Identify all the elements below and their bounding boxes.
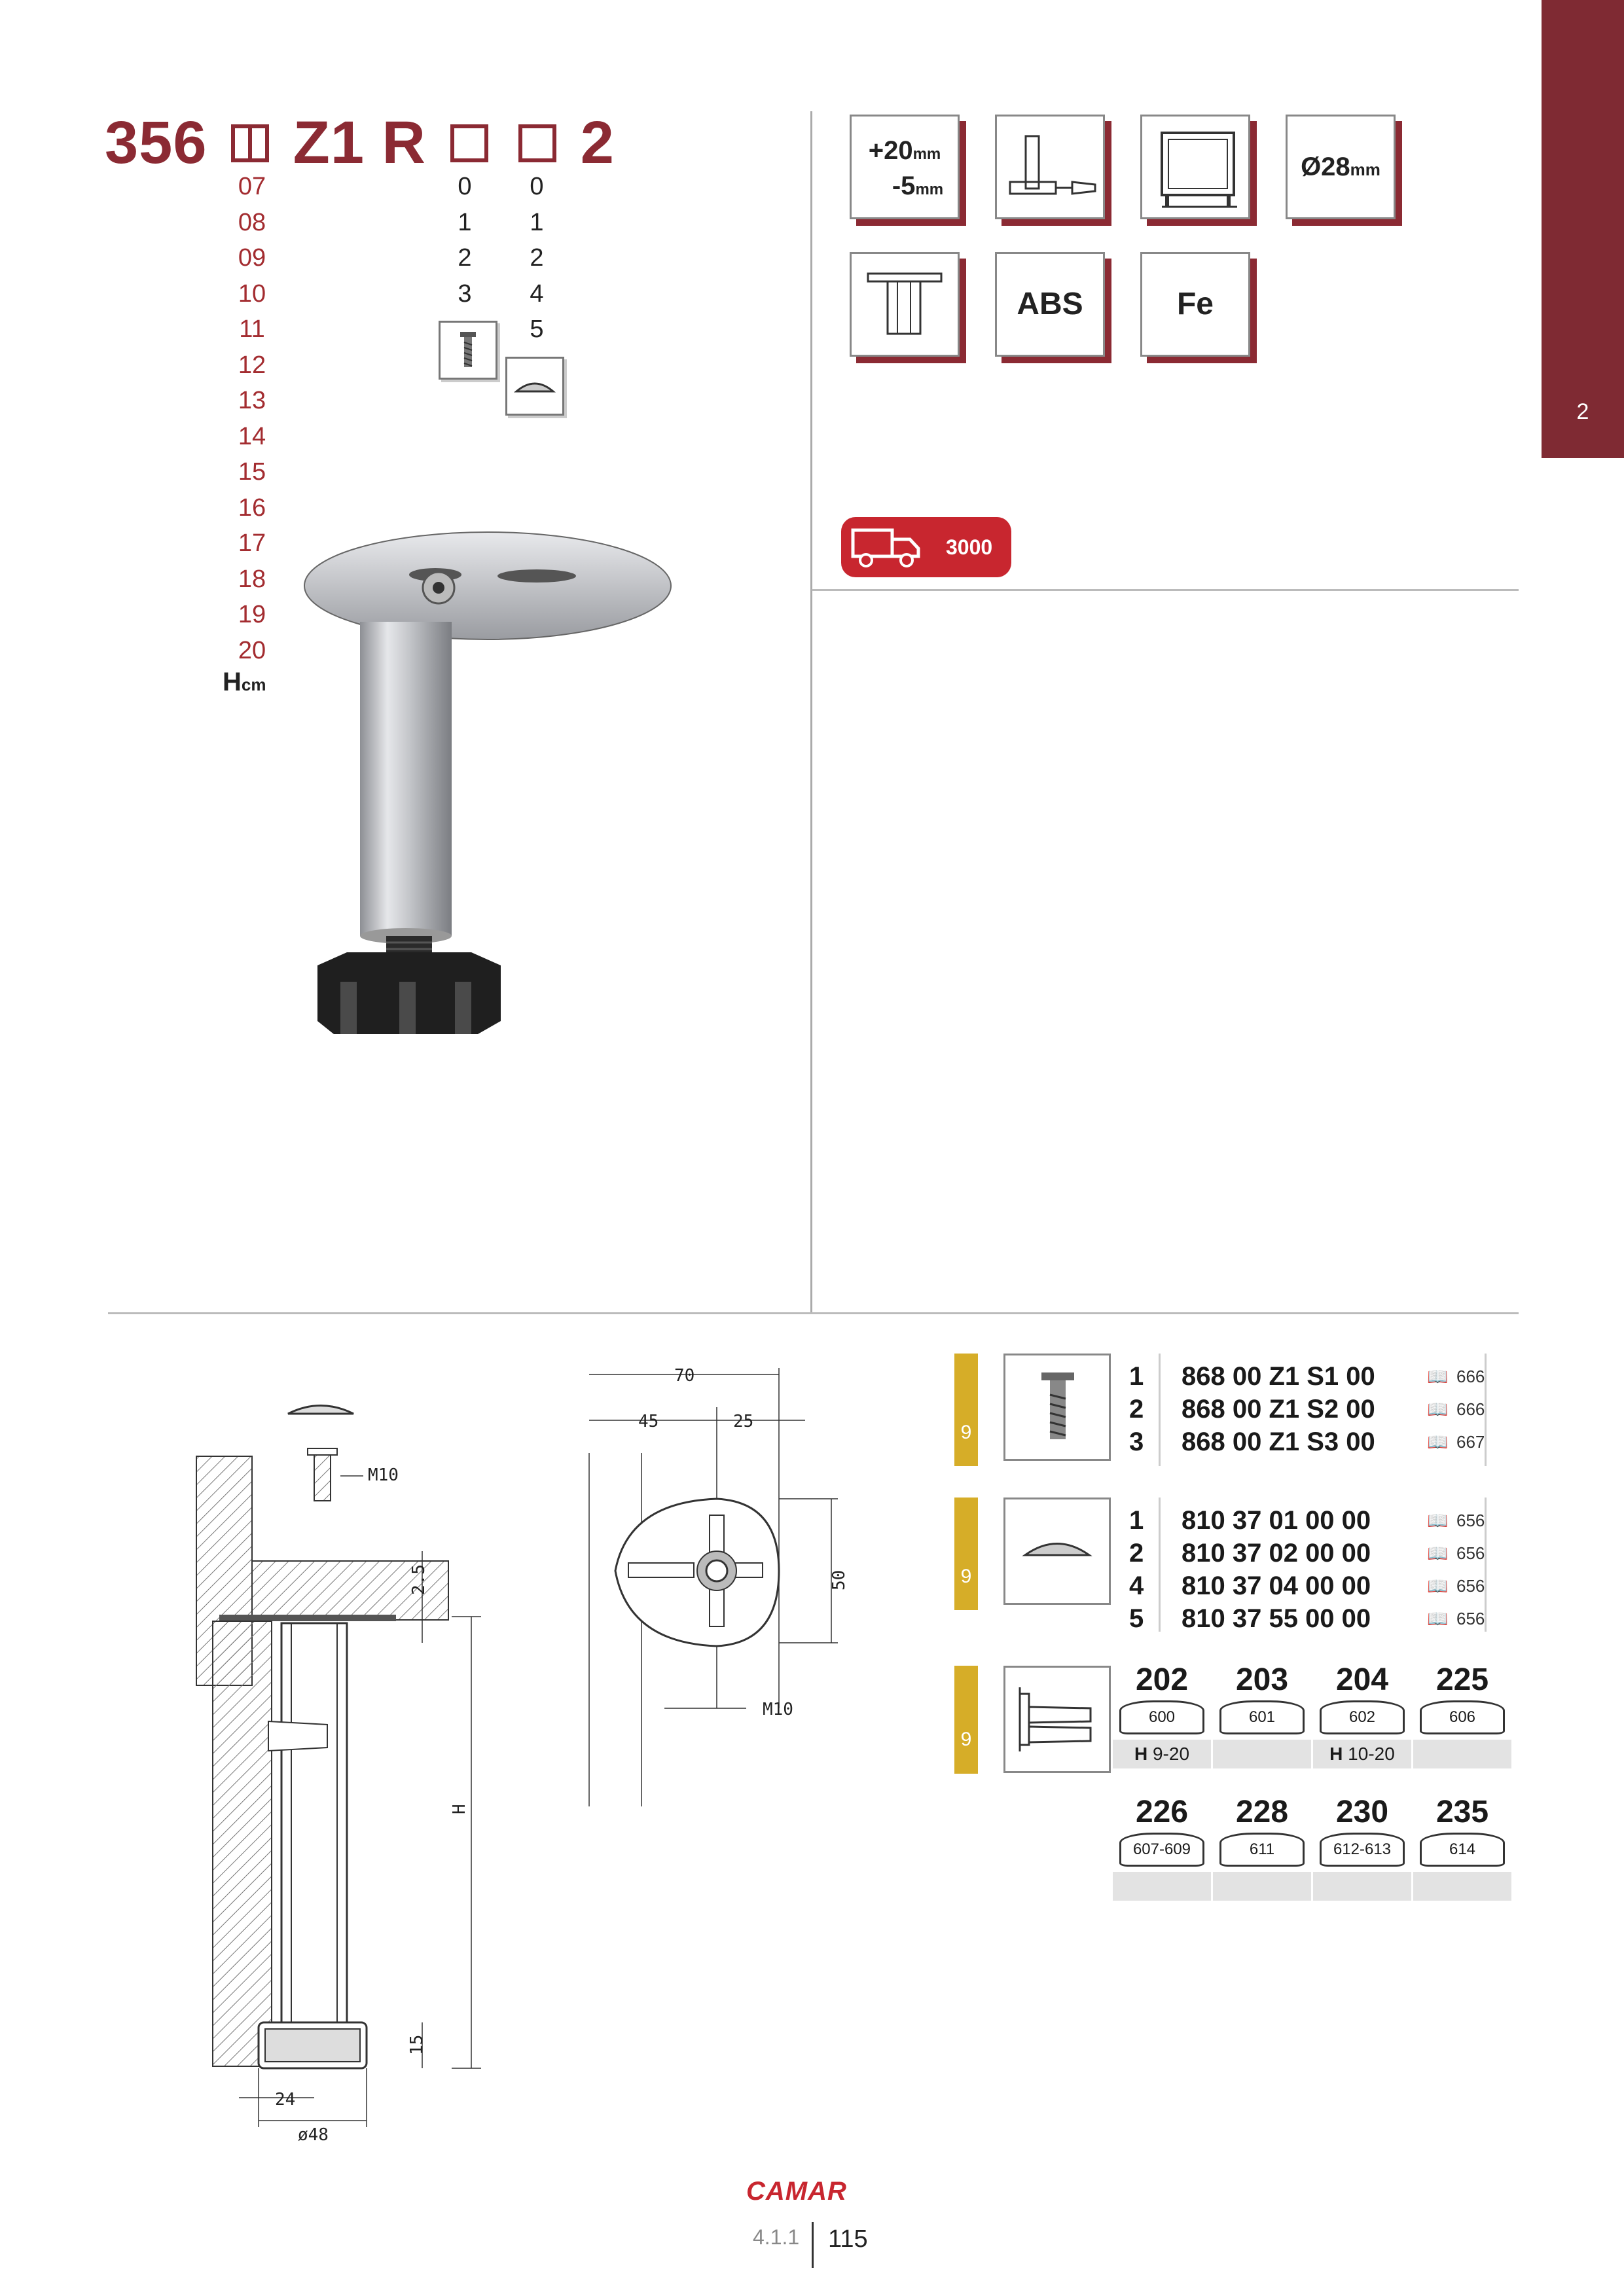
- height-option: 17: [238, 529, 266, 557]
- material-tile-fe: Fe: [1140, 252, 1250, 357]
- height-option: 13: [238, 387, 266, 414]
- cabinet-tile: [1140, 115, 1250, 219]
- plate-plan-drawing: [576, 1355, 877, 1826]
- screw-option-icon: [439, 321, 497, 380]
- catalog-note: H 10-20: [1313, 1740, 1411, 1768]
- height-option: 16: [238, 493, 266, 522]
- cap-option-icon: [505, 357, 564, 416]
- height-option: 09: [238, 244, 266, 272]
- catalog-book-icon: 📖: [1427, 1543, 1449, 1563]
- width-dim-label: 70: [674, 1366, 695, 1386]
- option-value: 0: [458, 173, 472, 200]
- catalog-book-icon: 📖: [1427, 1576, 1449, 1596]
- section-divider: [108, 1312, 1519, 1314]
- catalog-cell: 235 614: [1413, 1795, 1511, 1901]
- height-adjust-tile: +20mm -5mm: [850, 115, 960, 219]
- section-drawing: [183, 1381, 589, 2147]
- catalog-book-icon: 600: [1119, 1700, 1204, 1734]
- chapter-tab: [1542, 0, 1624, 458]
- accessory-row: 5 810 37 55 00 00 📖 656: [1129, 1602, 1509, 1635]
- vertical-divider: [810, 111, 812, 1312]
- height-option: 11: [239, 315, 265, 343]
- catalog-cell: 203 601: [1213, 1662, 1311, 1768]
- catalog-book-icon: 607-609: [1119, 1833, 1204, 1867]
- height-option: 20: [238, 636, 266, 664]
- right-dim-label: 25: [733, 1412, 754, 1431]
- material-tile-abs: ABS: [995, 252, 1105, 357]
- brand-logo: CAMAR: [746, 2177, 847, 2206]
- option-value: 3: [458, 279, 472, 308]
- bracket-icon: [1005, 1668, 1109, 1771]
- catalog-book-icon: 611: [1219, 1833, 1305, 1867]
- screwdriver-adjust-tile: [995, 115, 1105, 219]
- height-option: 14: [238, 422, 266, 450]
- cap-accessory-image: [1003, 1498, 1111, 1605]
- plate-dim-label: 2.5: [409, 1564, 429, 1595]
- accessory-row: 3 868 00 Z1 S3 00 📖 667: [1129, 1426, 1509, 1458]
- height-option: 18: [238, 565, 266, 593]
- option-value: 2: [458, 244, 472, 272]
- foot-dim-label: 15: [407, 2034, 427, 2055]
- option-value: 0: [530, 173, 544, 200]
- accessory-row: 1 810 37 01 00 00 📖 656: [1129, 1504, 1509, 1537]
- catalog-cell: 204 602 H 10-20: [1313, 1662, 1411, 1768]
- option-value: 1: [530, 208, 544, 236]
- outer-dim-label: ø48: [298, 2125, 329, 2145]
- catalog-tag: 9: [954, 1666, 978, 1774]
- product-photo: [281, 524, 707, 1257]
- option-column-2: [517, 169, 556, 348]
- code-suffix: 2: [580, 109, 615, 177]
- catalog-book-icon: 601: [1219, 1700, 1305, 1734]
- catalog-book-icon: 602: [1320, 1700, 1405, 1734]
- catalog-note: H 9-20: [1113, 1740, 1211, 1768]
- screw-label: M10: [368, 1465, 399, 1485]
- footer-divider: [812, 2222, 814, 2268]
- page-number: 115: [828, 2225, 868, 2253]
- code-prefix: 356: [105, 109, 208, 177]
- catalog-book-icon: 📖: [1427, 1511, 1449, 1530]
- thread-dim-label: M10: [763, 1700, 793, 1719]
- cabinet-icon: [1142, 117, 1248, 217]
- section-number: 4.1.1: [753, 2225, 800, 2249]
- height-option: 10: [238, 279, 266, 308]
- catalog-cell: 226 607-609: [1113, 1795, 1211, 1901]
- inner-dim-label: 24: [275, 2090, 296, 2109]
- catalog-book-icon: 614: [1420, 1833, 1505, 1867]
- accessory-row: 4 810 37 04 00 00 📖 656: [1129, 1570, 1509, 1602]
- diameter-tile: Ø28mm: [1286, 115, 1396, 219]
- height-unit: Hcm: [223, 668, 266, 696]
- catalog-book-icon: 612-613: [1320, 1833, 1405, 1867]
- accessory-row: 1 868 00 Z1 S1 00 📖 666: [1129, 1360, 1509, 1393]
- catalog-book-icon: 📖: [1427, 1609, 1449, 1628]
- height-option: 08: [238, 208, 266, 236]
- catalog-row-1: [1113, 1662, 1519, 1780]
- option-value: 2: [530, 244, 544, 272]
- catalog-row-2: [1113, 1795, 1519, 1912]
- catalog-cell: 228 611: [1213, 1795, 1311, 1901]
- option-value: 4: [530, 279, 544, 308]
- height-code-box: [231, 124, 269, 162]
- catalog-note: [1213, 1740, 1311, 1768]
- truck-icon: [841, 517, 939, 577]
- option-value: 1: [458, 208, 472, 236]
- height-option: 07: [238, 173, 266, 200]
- option-box-1: [450, 124, 488, 162]
- catalog-book-icon: 📖: [1427, 1367, 1449, 1386]
- leg-profile-tile: [850, 252, 960, 357]
- catalog-cell: 225 606: [1413, 1662, 1511, 1768]
- option-column-1: [445, 169, 484, 312]
- horizontal-divider: [812, 589, 1519, 591]
- bracket-accessory-image: [1003, 1666, 1111, 1773]
- height-dim-label: H: [450, 1804, 469, 1814]
- option-box-2: [518, 124, 556, 162]
- left-dim-label: 45: [638, 1412, 659, 1431]
- height-option: 19: [238, 601, 266, 628]
- catalog-note: [1413, 1740, 1511, 1768]
- catalog-book-icon: 📖: [1427, 1399, 1449, 1419]
- cap-icon: [1005, 1499, 1109, 1603]
- accessory-tag-2: 9: [954, 1498, 978, 1610]
- catalog-book-icon: 📖: [1427, 1432, 1449, 1452]
- depth-dim-label: 50: [829, 1570, 849, 1590]
- shipping-quantity: 3000: [946, 535, 993, 559]
- option-value: 5: [530, 315, 544, 343]
- screwdriver-icon: [997, 117, 1103, 217]
- accessory-row: 2 810 37 02 00 00 📖 656: [1129, 1537, 1509, 1570]
- accessory-tag-1: 9: [954, 1354, 978, 1466]
- height-option: 15: [238, 458, 266, 486]
- product-code: [105, 105, 615, 177]
- catalog-book-icon: 606: [1420, 1700, 1505, 1734]
- leg-profile-icon: [852, 254, 958, 355]
- catalog-cell: 202 600 H 9-20: [1113, 1662, 1211, 1768]
- height-options: [223, 169, 281, 668]
- screw-icon: [1005, 1355, 1109, 1459]
- chapter-number: 2: [1576, 399, 1589, 424]
- height-option: 12: [238, 351, 266, 379]
- screw-accessory-image: [1003, 1354, 1111, 1461]
- catalog-cell: 230 612-613: [1313, 1795, 1411, 1901]
- code-mid: Z1 R: [293, 109, 426, 177]
- accessory-row: 2 868 00 Z1 S2 00 📖 666: [1129, 1393, 1509, 1426]
